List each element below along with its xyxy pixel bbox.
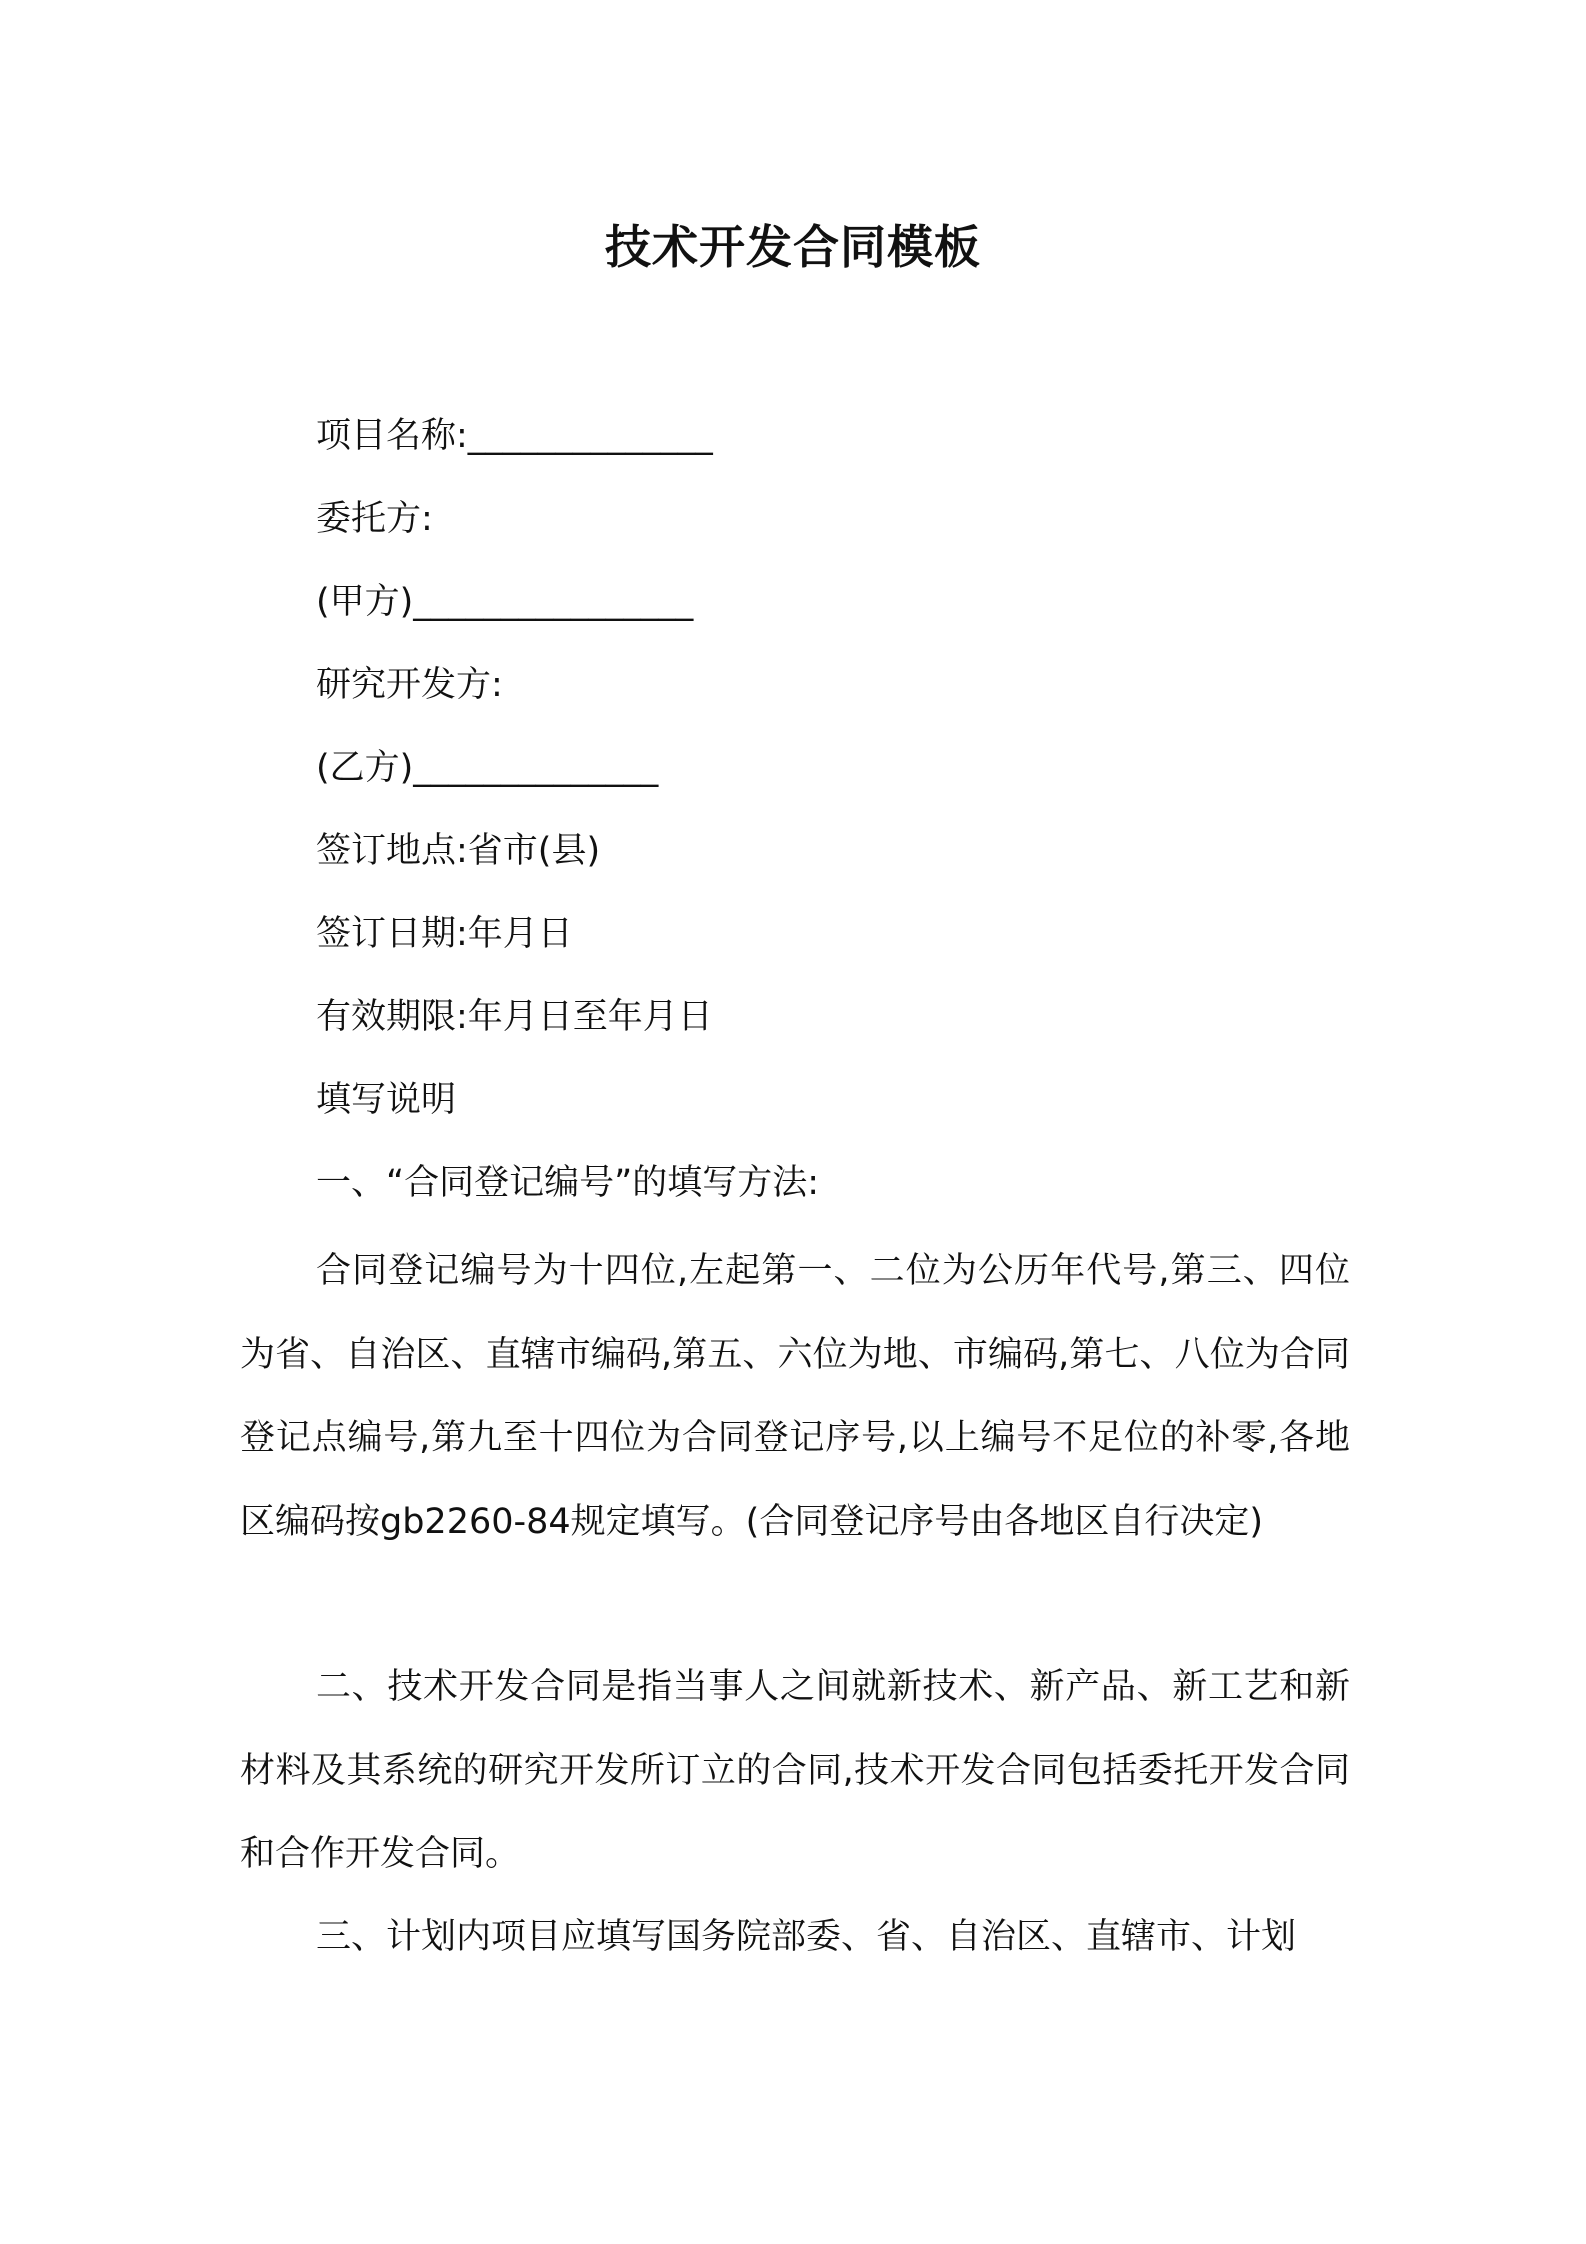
field-client: 委托方: [316,499,433,539]
field-signing-place: 签订地点:省市(县) [316,831,601,871]
section-heading-registration-number: 一、“合同登记编号”的填写方法: [316,1163,820,1203]
paragraph-registration-number: 合同登记编号为十四位,左起第一、二位为公历年代号,第三、四位为省、自治区、直辖市编码,第五、六位为地、市编码,第七、八位为合同登记点编号,第九至十四位为合同登记序号,以上编号不足位的补零,各地区编码按gb2260-84规定填写。(合同登记序号由各地区自行决定) [240,1251,1350,1542]
paragraph-planned-projects: 三、计划内项目应填写国务院部委、省、自治区、直辖市、计划 [316,1917,1297,1957]
document-title: 技术开发合同模板 [605,220,981,274]
field-developer: 研究开发方: [316,665,503,705]
field-party-b: (乙方)______________ [316,748,659,788]
section-heading-instructions: 填写说明 [316,1080,457,1120]
field-validity-period: 有效期限:年月日至年月日 [316,997,713,1037]
field-project-name: 项目名称:______________ [316,416,713,456]
field-party-a: (甲方)________________ [316,582,694,622]
paragraph-development-contract: 二、技术开发合同是指当事人之间就新技术、新产品、新工艺和新材料及其系统的研究开发所订立的合同,技术开发合同包括委托开发合同和合作开发合同。 [240,1667,1350,1874]
field-signing-date: 签订日期:年月日 [316,914,573,954]
